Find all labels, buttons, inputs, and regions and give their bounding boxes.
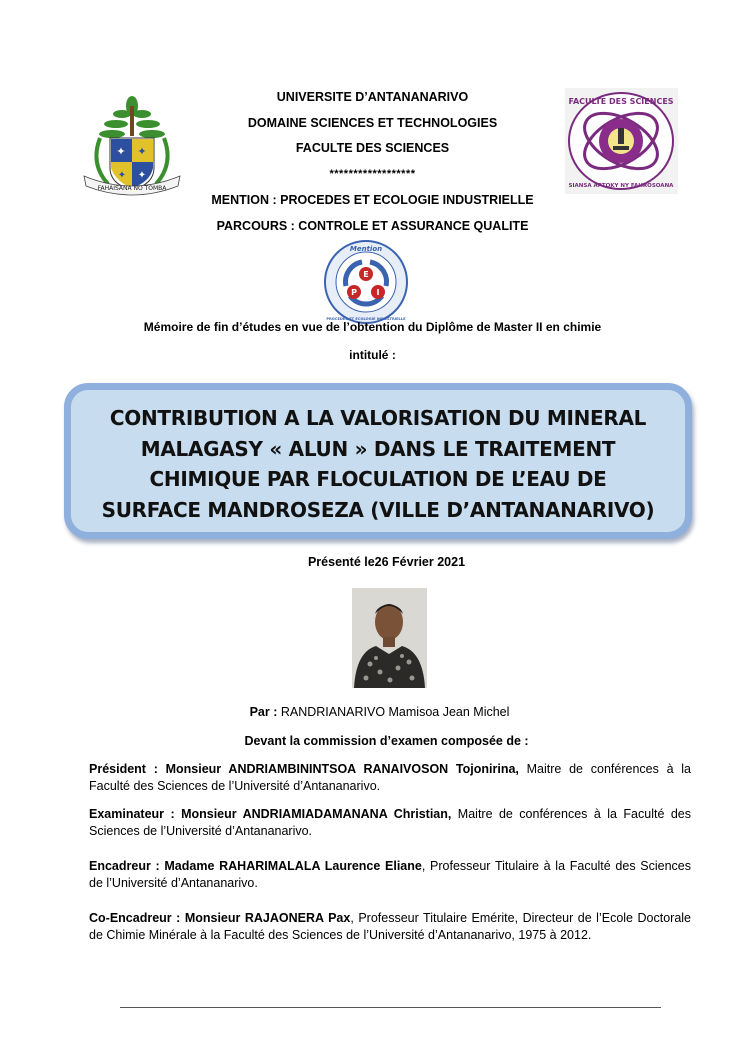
pei-logo — [322, 240, 410, 324]
university-name: UNIVERSITE D’ANTANANARIVO — [276, 90, 469, 104]
parcours: PARCOURS : CONTROLE ET ASSURANCE QUALITE — [216, 219, 529, 233]
mention: MENTION : PROCEDES ET ECOLOGIE INDUSTRIELLE — [211, 193, 534, 207]
author-photo — [352, 588, 427, 688]
pei-letter-p: P — [351, 288, 357, 297]
svg-text:✦: ✦ — [137, 170, 147, 181]
jury-description: Maitre de conférences à la Faculté des Sciences de l’Université d’Antananarivo. — [89, 762, 691, 793]
thesis-title — [71, 403, 685, 525]
pei-logo-top: Mention — [349, 245, 383, 253]
faculty-name: FACULTE DES SCIENCES — [295, 141, 450, 155]
presentation-date: Présenté le26 Février 2021 — [307, 555, 466, 569]
jury-description: , Professeur Titulaire à la Faculté des Sciences de l’Université d’Antananarivo. — [89, 859, 691, 890]
university-motto: FAHAISANA NO TOMBA — [97, 185, 167, 192]
footer-divider — [120, 1007, 661, 1008]
jury-role: Examinateur : Monsieur ANDRIAMIADAMANANA Christian, — [89, 807, 452, 821]
jury-president — [89, 761, 691, 795]
title-line: MALAGASY « ALUN » DANS LE TRAITEMENT — [140, 436, 616, 461]
jury-co-encadreur — [89, 910, 691, 944]
memoire-line: Mémoire de fin d’études en vue de l’obtention du Diplôme de Master II en chimie — [143, 320, 602, 334]
pei-letter-e: E — [363, 270, 369, 279]
jury-role: Co-Encadreur : Monsieur RAJAONERA Pax — [89, 911, 351, 925]
separator: ****************** — [329, 168, 416, 180]
author-line — [0, 704, 745, 720]
pei-logo-bottom: PROCEDES ET ECOLOGIE INDUSTRIELLE — [326, 317, 406, 321]
faculty-logo-text: FACULTE DES SCIENCES — [568, 97, 674, 106]
author-name: RANDRIANARIVO Mamisoa Jean Michel — [277, 705, 510, 719]
intitule-line: intitulé : — [349, 348, 396, 362]
jury-examinateur — [89, 806, 691, 840]
domain-name: DOMAINE SCIENCES ET TECHNOLOGIES — [247, 116, 498, 130]
title-line: SURFACE MANDROSEZA (VILLE D’ANTANANARIVO) — [101, 497, 655, 522]
pei-letter-i: I — [376, 288, 380, 297]
svg-text:✦: ✦ — [116, 145, 126, 158]
jury-encadreur — [89, 858, 691, 892]
thesis-title-box — [64, 383, 692, 539]
faculty-logo-bottom: SIANSA APTOKY NY FAHROSOANA — [568, 183, 674, 189]
title-line: CHIMIQUE PAR FLOCULATION DE L’EAU DE — [149, 467, 607, 491]
jury-role: Encadreur : Madame RAHARIMALALA Laurence Eliane — [89, 859, 422, 873]
jury-description: Maitre de conférences à la Faculté des Sciences de l’Université d’Antananarivo. — [89, 807, 691, 838]
author-label: Par : — [249, 705, 278, 719]
jury-role: Président : Monsieur ANDRIAMBININTSOA RANAIVOSON Tojonirina, — [89, 762, 519, 776]
title-line: CONTRIBUTION A LA VALORISATION DU MINERAL — [109, 406, 647, 430]
svg-text:✦: ✦ — [117, 170, 127, 181]
svg-text:✦: ✦ — [137, 145, 147, 158]
jury-description: , Professeur Titulaire Emérite, Directeur de l’Ecole Doctorale de Chimie Minérale à la Faculté des Sciences de l’Université d’Antananarivo, 1975 à 2012. — [89, 911, 691, 942]
commission-heading: Devant la commission d’examen composée de : — [244, 734, 529, 748]
